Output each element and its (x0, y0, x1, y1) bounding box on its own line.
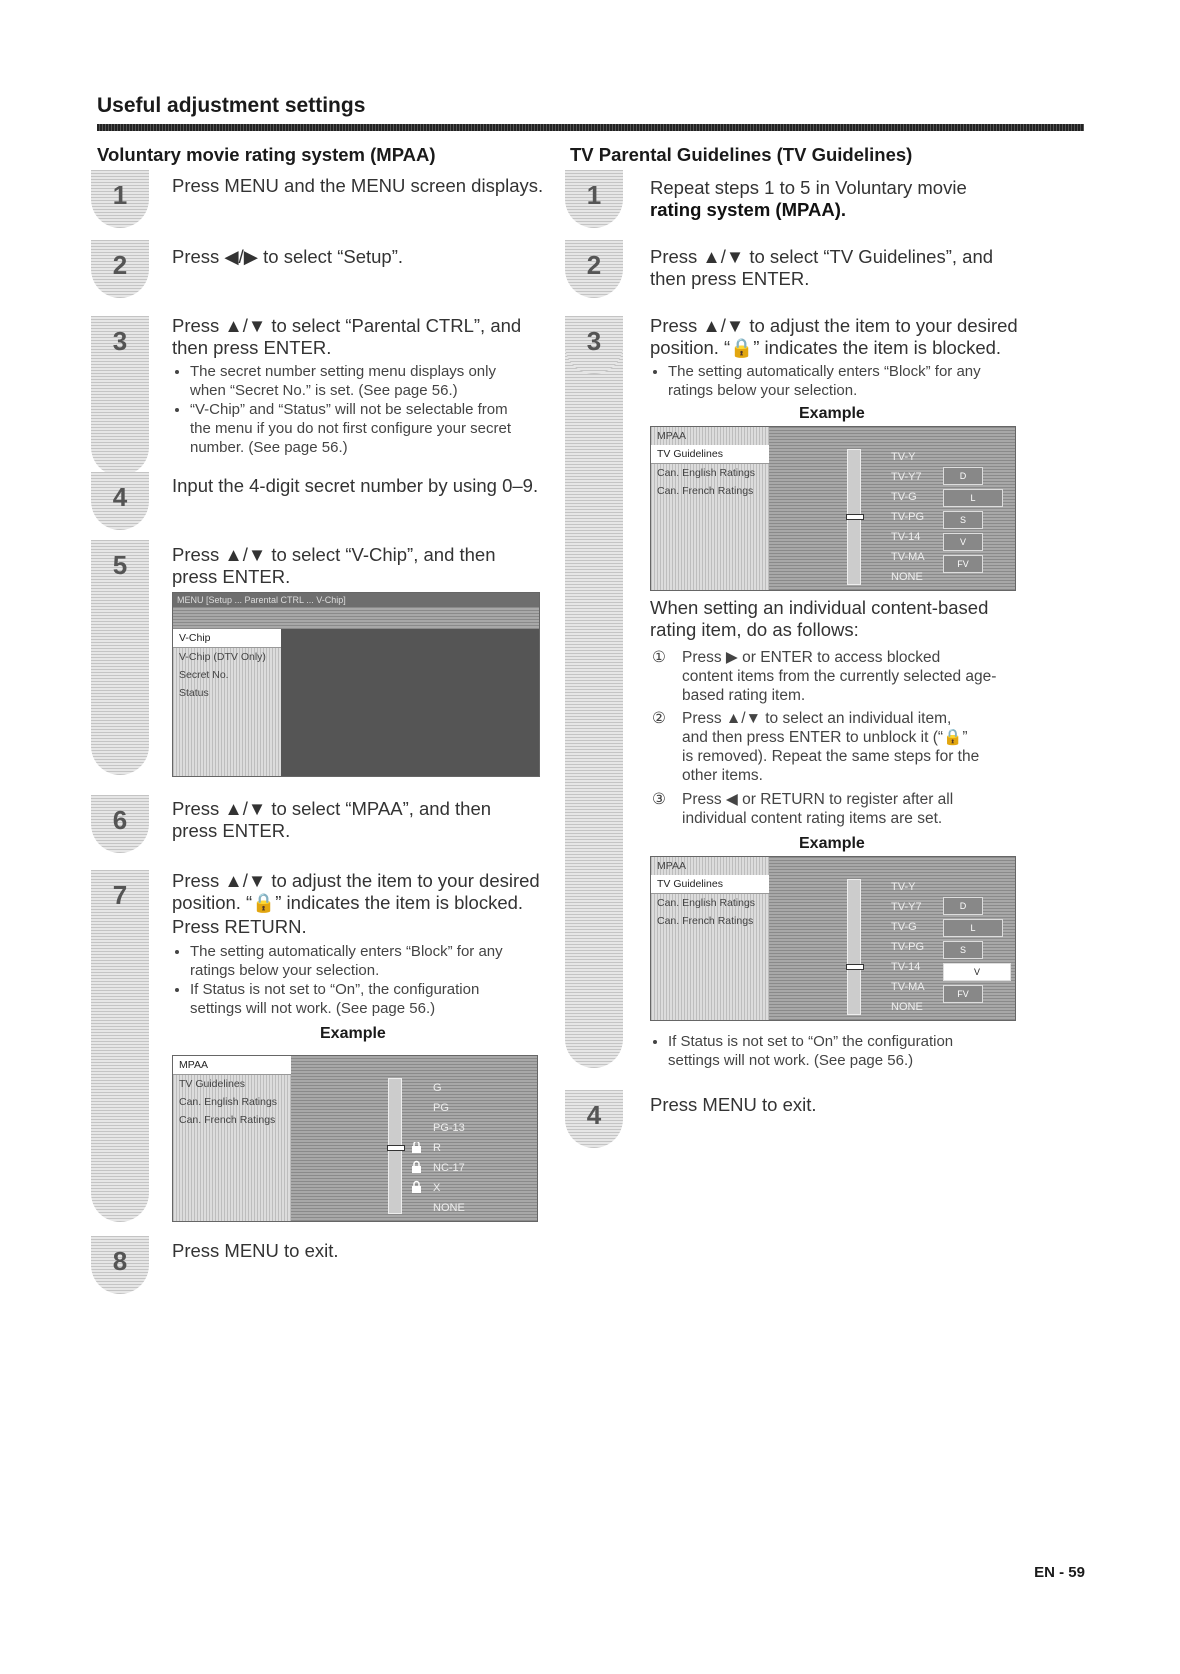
lock-icon (412, 1146, 421, 1153)
right-when-b: rating item, do as follows: (650, 619, 859, 640)
tv2-rating-tv14: TV-14 (891, 961, 921, 973)
mpaa-rating-g: G (433, 1082, 442, 1094)
tv1-content-boxes (943, 465, 1003, 575)
page-title: Useful adjustment settings (97, 94, 366, 117)
left-step6a: Press ▲/▼ to select “MPAA”, and then (172, 798, 492, 819)
mpaa-rating-pg13: PG-13 (433, 1122, 465, 1134)
menu-item-secret-no[interactable]: Secret No. (179, 669, 229, 681)
tv2-box-l[interactable]: L (943, 919, 1003, 937)
left-step5a: Press ▲/▼ to select “V-Chip”, and then (172, 544, 496, 565)
right-when-a: When setting an individual content-based (650, 597, 989, 618)
left-step3b: then press ENTER. (172, 337, 332, 358)
tv2-rating-tvma: TV-MA (891, 981, 925, 993)
tv2-item-mpaa[interactable]: MPAA (657, 860, 686, 872)
circled-3: ③ (652, 791, 666, 808)
left-step4: Input the 4-digit secret number by using 0–9. (172, 475, 539, 496)
left-step5b: press ENTER. (172, 566, 291, 587)
menu-list-pane (173, 629, 281, 776)
tv1-box-d[interactable]: D (943, 467, 983, 485)
step-badge-2: 2 (91, 240, 149, 298)
menu-item-vchip[interactable]: V-Chip (173, 629, 281, 648)
mpaa-rating-none: NONE (433, 1202, 465, 1214)
tv2-box-fv[interactable]: FV (943, 985, 983, 1003)
left-step2: Press ◀/▶ to select “Setup”. (172, 246, 404, 267)
tv1-slider-handle[interactable] (846, 514, 864, 520)
mpaa-rating-pg: PG (433, 1102, 449, 1114)
menu-dark-pane (281, 629, 539, 776)
right-step3b: position. “🔒” indicates the item is blocked. (650, 337, 1002, 358)
mpaa-item-can-french[interactable]: Can. French Ratings (179, 1114, 276, 1126)
tv2-item-can-english[interactable]: Can. English Ratings (657, 897, 756, 909)
left-step3-notes: • The secret number setting menu displays only when “Secret No.” is set. (See page 56.) • “V-Chip” and “Status” will not be selectable from the menu if you do not first configure your secret number. (See page 56.) (172, 362, 552, 457)
mpaa-heading: Voluntary movie rating system (MPAA) (97, 144, 436, 165)
circled-2: ② (652, 710, 666, 727)
right-step2b: then press ENTER. (650, 268, 810, 289)
right-step4: Press MENU to exit. (650, 1094, 817, 1115)
right-step-badge-2: 2 (565, 240, 623, 298)
left-step3a: Press ▲/▼ to select “Parental CTRL”, and (172, 315, 522, 336)
step-badge-1: 1 (91, 170, 149, 228)
tv1-rating-tvy: TV-Y (891, 451, 916, 463)
left-step6b: press ENTER. (172, 820, 291, 841)
tv-guidelines-screen-2 (650, 856, 1016, 1021)
left-step7c: Press RETURN. (172, 916, 307, 937)
mpaa-rating-x: X (433, 1182, 441, 1194)
right-step3-notes: • The setting automatically enters “Block” for any ratings below your selection. (650, 362, 1030, 400)
mpaa-slider-handle[interactable] (387, 1145, 405, 1151)
tv1-rating-tvpg: TV-PG (891, 511, 925, 523)
tv2-rating-tvy: TV-Y (891, 881, 916, 893)
left-step1: Press MENU and the MENU screen displays. (172, 175, 544, 196)
right-c2c: is removed). Repeat the same steps for the (682, 748, 980, 765)
mpaa-item-mpaa[interactable]: MPAA (173, 1056, 291, 1075)
step-badge-8: 8 (91, 1236, 149, 1294)
right-c1c: based rating item. (682, 687, 806, 704)
menu-item-vchip-dtv[interactable]: V-Chip (DTV Only) (179, 651, 266, 663)
right-step-badge-3: 3 (565, 316, 623, 374)
lock-icon (412, 1186, 421, 1193)
right-c1b: content items from the currently selected age- (682, 668, 997, 685)
tv1-box-l[interactable]: L (943, 489, 1003, 507)
tv1-rating-tvy7: TV-Y7 (891, 471, 922, 483)
left-example-label: Example (320, 1025, 386, 1042)
step-badge-4: 4 (91, 472, 149, 530)
tv2-rating-tvpg: TV-PG (891, 941, 925, 953)
mpaa-menu-screen (172, 1055, 538, 1222)
tv-guidelines-screen-1 (650, 426, 1016, 591)
tv1-rating-tv14: TV-14 (891, 531, 921, 543)
vchip-menu-screen (172, 592, 540, 777)
left-step7a: Press ▲/▼ to adjust the item to your desired (172, 870, 540, 891)
right-step2a: Press ▲/▼ to select “TV Guidelines”, and (650, 246, 994, 267)
tv1-rating-tvma: TV-MA (891, 551, 925, 563)
right-step3-strip (565, 316, 623, 1068)
mpaa-slider[interactable] (388, 1078, 402, 1214)
tv2-item-can-french[interactable]: Can. French Ratings (657, 915, 754, 927)
tv2-slider-handle[interactable] (846, 964, 864, 970)
tv2-box-d[interactable]: D (943, 897, 983, 915)
right-step1a: Repeat steps 1 to 5 in Voluntary movie (650, 177, 967, 198)
tv1-item-tv-guidelines[interactable]: TV Guidelines (651, 445, 769, 464)
menu-item-status[interactable]: Status (179, 687, 209, 699)
right-c1a: Press ▶ or ENTER to access blocked (682, 649, 941, 666)
circled-1: ① (652, 649, 666, 666)
tv1-box-fv[interactable]: FV (943, 555, 983, 573)
tv-list-pane-1 (651, 427, 769, 590)
tv2-rating-tvg: TV-G (891, 921, 917, 933)
mpaa-rating-r: R (433, 1142, 441, 1154)
mpaa-lock-icons (411, 1142, 423, 1198)
tv1-rating-none: NONE (891, 571, 923, 583)
tv2-content-boxes (943, 895, 1013, 1005)
right-c3a: Press ◀ or RETURN to register after all (682, 791, 954, 808)
right-step-badge-4: 4 (565, 1090, 623, 1148)
page-number: EN - 59 (1034, 1564, 1085, 1581)
right-c2a: Press ▲/▼ to select an individual item, (682, 710, 952, 727)
mpaa-item-tv-guidelines[interactable]: TV Guidelines (179, 1078, 245, 1090)
tv1-box-v[interactable]: V (943, 533, 983, 551)
right-c2b: and then press ENTER to unblock it (“🔒” (682, 729, 968, 746)
tv2-rating-tvy7: TV-Y7 (891, 901, 922, 913)
tv-guidelines-heading: TV Parental Guidelines (TV Guidelines) (570, 144, 913, 165)
step-badge-5: 5 (91, 540, 149, 598)
left-step8: Press MENU to exit. (172, 1240, 339, 1261)
step-badge-6: 6 (91, 795, 149, 853)
right-c3b: individual content rating items are set. (682, 810, 943, 827)
tv2-rating-none: NONE (891, 1001, 923, 1013)
left-step7-notes: • The setting automatically enters “Block” for any ratings below your selection. • If Status is not set to “On”, the configuration settings will not work. (See page 56.) (172, 942, 552, 1018)
tv2-slider[interactable] (847, 879, 861, 1015)
right-example-label-2: Example (799, 835, 865, 852)
lock-icon (412, 1166, 421, 1173)
tv1-item-can-french[interactable]: Can. French Ratings (657, 485, 754, 497)
mpaa-item-can-english[interactable]: Can. English Ratings (179, 1096, 278, 1108)
right-step-badge-1: 1 (565, 170, 623, 228)
step-badge-3: 3 (91, 316, 149, 374)
title-rule (97, 124, 1084, 131)
left-step7b: position. “🔒” indicates the item is blocked. (172, 892, 524, 913)
mpaa-rating-nc17: NC-17 (433, 1162, 465, 1174)
tv1-item-can-english[interactable]: Can. English Ratings (657, 467, 756, 479)
right-c2d: other items. (682, 767, 763, 784)
tv1-slider[interactable] (847, 449, 861, 585)
tv1-rating-tvg: TV-G (891, 491, 917, 503)
step-badge-7: 7 (91, 870, 149, 928)
tv-list-pane-2 (651, 857, 769, 1020)
tv2-box-v-selected[interactable]: V (943, 963, 1011, 981)
tv1-box-s[interactable]: S (943, 511, 983, 529)
right-example-label-1: Example (799, 405, 865, 422)
menu-breadcrumb-bar: MENU [Setup ... Parental CTRL ... V-Chip] (173, 593, 539, 607)
tv1-item-mpaa[interactable]: MPAA (657, 430, 686, 442)
tv2-item-tv-guidelines[interactable]: TV Guidelines (651, 875, 769, 894)
right-step3a: Press ▲/▼ to adjust the item to your desired (650, 315, 1018, 336)
right-step1b: rating system (MPAA). (650, 199, 846, 220)
mpaa-list-pane (173, 1056, 291, 1221)
tv2-box-s[interactable]: S (943, 941, 983, 959)
right-step3-notes-2: • If Status is not set to “On” the configuration settings will not work. (See page 56.) (650, 1032, 1030, 1070)
